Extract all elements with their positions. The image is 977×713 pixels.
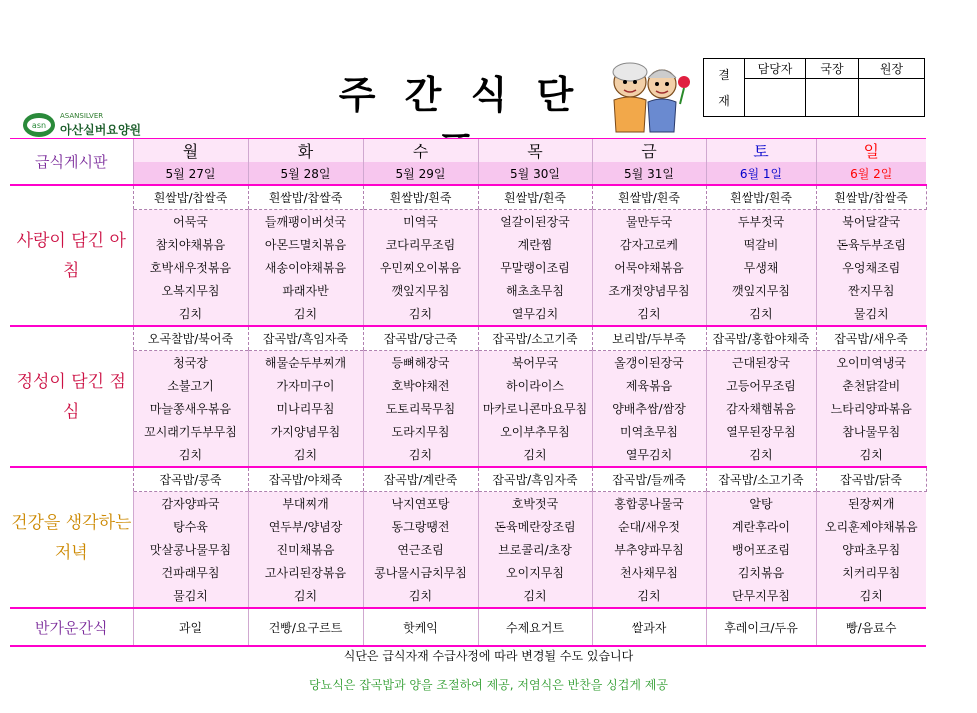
dinner-item: 홍합콩나물국: [592, 492, 706, 516]
lunch-row: [10, 351, 926, 375]
lunch-item: 잡곡밥/흑임자죽: [248, 326, 363, 351]
lunch-item: 마카로니콘마요무침: [478, 397, 592, 420]
lunch-item: 근대된장국: [706, 351, 816, 375]
dinner-item: 잡곡밥/콩죽: [133, 467, 248, 492]
breakfast-item: 새송이야채볶음: [248, 256, 363, 279]
breakfast-item: 참치야채볶음: [133, 233, 248, 256]
dinner-item: 천사채무침: [592, 561, 706, 584]
breakfast-item: 물김치: [816, 302, 926, 326]
approval-label-top: 결: [718, 67, 730, 82]
breakfast-item: 두부젓국: [706, 210, 816, 234]
breakfast-item: 감자고로케: [592, 233, 706, 256]
breakfast-item: 조개젓양념무침: [592, 279, 706, 302]
lunch-item: 호박야채전: [363, 374, 478, 397]
lunch-item: 가지양념무침: [248, 420, 363, 443]
day-header-row: [10, 139, 926, 162]
lunch-item: 오곡찰밥/북어죽: [133, 326, 248, 351]
snack-label: 반가운간식: [10, 608, 133, 646]
dinner-item: 양파초무침: [816, 538, 926, 561]
dinner-row: [10, 561, 926, 584]
lunch-item: 등뼈해장국: [363, 351, 478, 375]
approval-label-bottom: 재: [718, 93, 730, 108]
breakfast-item: 미역국: [363, 210, 478, 234]
dinner-item: 오이지무침: [478, 561, 592, 584]
lunch-item: 김치: [706, 443, 816, 467]
breakfast-item: 호박새우젓볶음: [133, 256, 248, 279]
dinner-item: 낙지연포탕: [363, 492, 478, 516]
snack-item: 후레이크/두유: [706, 608, 816, 646]
lunch-item: 김치: [133, 443, 248, 467]
breakfast-item: 우민찌오이볶음: [363, 256, 478, 279]
menu-table: [10, 139, 927, 647]
lunch-row: [10, 420, 926, 443]
dinner-item: 김치: [478, 584, 592, 608]
breakfast-item: 무생채: [706, 256, 816, 279]
dinner-item: 탕수육: [133, 515, 248, 538]
lunch-row: [10, 326, 926, 351]
breakfast-item: 김치: [133, 302, 248, 326]
dinner-item: 브로콜리/초장: [478, 538, 592, 561]
lunch-item: 잡곡밥/소고기죽: [478, 326, 592, 351]
lunch-item: 올갱이된장국: [592, 351, 706, 375]
breakfast-row: [10, 210, 926, 234]
lunch-item: 참나물무침: [816, 420, 926, 443]
dinner-row: [10, 467, 926, 492]
dinner-item: 김치: [248, 584, 363, 608]
dinner-item: 김치: [592, 584, 706, 608]
dinner-item: 연두부/양념장: [248, 515, 363, 538]
grandparents-mascot-icon: [600, 60, 695, 135]
dinner-item: 맛살콩나물무침: [133, 538, 248, 561]
svg-text:asn: asn: [31, 121, 47, 130]
dinner-item: 김치: [363, 584, 478, 608]
breakfast-item: 김치: [363, 302, 478, 326]
lunch-item: 청국장: [133, 351, 248, 375]
date-header: 5월 31일: [592, 162, 706, 185]
breakfast-item: 흰쌀밥/찹쌀죽: [816, 185, 926, 210]
breakfast-item: 아몬드멸치볶음: [248, 233, 363, 256]
lunch-item: 김치: [816, 443, 926, 467]
day-header: 일: [816, 139, 926, 162]
breakfast-item: 북어달걀국: [816, 210, 926, 234]
snack-item: 수제요거트: [478, 608, 592, 646]
approval-role-director: 국장: [806, 59, 859, 79]
lunch-item: 마늘쫑새우볶음: [133, 397, 248, 420]
approval-role-manager: 담당자: [745, 59, 806, 79]
lunch-item: 소불고기: [133, 374, 248, 397]
snack-item: 핫케익: [363, 608, 478, 646]
snack-item: 과일: [133, 608, 248, 646]
dinner-item: 오리훈제야채볶음: [816, 515, 926, 538]
lunch-item: 고등어무조림: [706, 374, 816, 397]
lunch-row: [10, 374, 926, 397]
breakfast-item: 김치: [706, 302, 816, 326]
lunch-item: 하이라이스: [478, 374, 592, 397]
dinner-item: 잡곡밥/야채죽: [248, 467, 363, 492]
dinner-item: 김치: [816, 584, 926, 608]
day-header: 목: [478, 139, 592, 162]
dinner-item: 호박젓국: [478, 492, 592, 516]
approval-role-head: 원장: [859, 59, 925, 79]
lunch-label: 정성이 담긴 점심: [10, 326, 133, 467]
breakfast-item: 우엉채조림: [816, 256, 926, 279]
breakfast-item: 흰쌀밥/흰죽: [363, 185, 478, 210]
approval-sign-head[interactable]: [859, 79, 925, 117]
dinner-item: 건파래무침: [133, 561, 248, 584]
dinner-item: 순대/새우젓: [592, 515, 706, 538]
breakfast-row: [10, 302, 926, 326]
snack-row: [10, 608, 926, 646]
breakfast-row: [10, 233, 926, 256]
lunch-item: 춘천닭갈비: [816, 374, 926, 397]
lunch-row: [10, 397, 926, 420]
breakfast-item: 떡갈비: [706, 233, 816, 256]
breakfast-item: 코다리무조림: [363, 233, 478, 256]
dinner-label: 건강을 생각하는 저녁: [10, 467, 133, 608]
dinner-item: 치커리무침: [816, 561, 926, 584]
date-header: 5월 28일: [248, 162, 363, 185]
breakfast-item: 해초초무침: [478, 279, 592, 302]
lunch-item: 열무된장무침: [706, 420, 816, 443]
day-header: 화: [248, 139, 363, 162]
lunch-item: 오이부추무침: [478, 420, 592, 443]
date-header: 5월 30일: [478, 162, 592, 185]
dinner-item: 잡곡밥/닭죽: [816, 467, 926, 492]
snack-item: 쌀과자: [592, 608, 706, 646]
dinner-item: 부추양파무침: [592, 538, 706, 561]
breakfast-row: [10, 279, 926, 302]
dinner-item: 잡곡밥/계란죽: [363, 467, 478, 492]
logo-subtitle: ASANSILVER: [60, 112, 104, 120]
dinner-item: 돈육메란장조림: [478, 515, 592, 538]
lunch-item: 꼬시래기두부무침: [133, 420, 248, 443]
breakfast-item: 어묵야채볶음: [592, 256, 706, 279]
breakfast-row: [10, 185, 926, 210]
day-header: 금: [592, 139, 706, 162]
lunch-item: 김치: [363, 443, 478, 467]
day-header: 토: [706, 139, 816, 162]
breakfast-item: 흰쌀밥/찹쌀죽: [133, 185, 248, 210]
lunch-item: 김치: [248, 443, 363, 467]
lunch-item: 보리밥/두부죽: [592, 326, 706, 351]
dinner-item: 잡곡밥/소고기죽: [706, 467, 816, 492]
breakfast-item: 파래자반: [248, 279, 363, 302]
date-header: 5월 27일: [133, 162, 248, 185]
dinner-item: 계란후라이: [706, 515, 816, 538]
day-header: 수: [363, 139, 478, 162]
lunch-item: 미역초무침: [592, 420, 706, 443]
breakfast-item: 물만두국: [592, 210, 706, 234]
snack-item: 빵/음료수: [816, 608, 926, 646]
breakfast-item: 김치: [592, 302, 706, 326]
breakfast-item: 무말랭이조림: [478, 256, 592, 279]
lunch-item: 미나리무침: [248, 397, 363, 420]
breakfast-item: 흰쌀밥/흰죽: [478, 185, 592, 210]
approval-sign-director[interactable]: [806, 79, 859, 117]
lunch-item: 해물순두부찌개: [248, 351, 363, 375]
lunch-row: [10, 443, 926, 467]
dinner-row: [10, 515, 926, 538]
breakfast-item: 열무김치: [478, 302, 592, 326]
breakfast-item: 흰쌀밥/흰죽: [706, 185, 816, 210]
dinner-item: 된장찌개: [816, 492, 926, 516]
lunch-item: 잡곡밥/홍합야채죽: [706, 326, 816, 351]
asan-logo-icon: [22, 112, 56, 138]
breakfast-item: 돈육두부조림: [816, 233, 926, 256]
lunch-item: 느타리양파볶음: [816, 397, 926, 420]
logo-name: 아산실버요양원: [60, 123, 142, 137]
approval-sign-manager[interactable]: [745, 79, 806, 117]
dinner-item: 단무지무침: [706, 584, 816, 608]
lunch-item: 가자미구이: [248, 374, 363, 397]
page-title: 주 간 식 단: [338, 73, 582, 117]
lunch-item: 잡곡밥/새우죽: [816, 326, 926, 351]
breakfast-row: [10, 256, 926, 279]
breakfast-item: 김치: [248, 302, 363, 326]
breakfast-item: 어묵국: [133, 210, 248, 234]
note-diet-policy: 당뇨식은 잡곡밥과 양을 조절하여 제공, 저염식은 반찬을 싱겁게 제공: [309, 678, 668, 692]
breakfast-item: 들깨팽이버섯국: [248, 210, 363, 234]
lunch-item: 북어무국: [478, 351, 592, 375]
lunch-item: 양배추쌈/쌈장: [592, 397, 706, 420]
dinner-item: 부대찌개: [248, 492, 363, 516]
date-header: 6월 1일: [706, 162, 816, 185]
lunch-item: 도라지무침: [363, 420, 478, 443]
dinner-row: [10, 584, 926, 608]
breakfast-item: 계란찜: [478, 233, 592, 256]
breakfast-item: 오복지무침: [133, 279, 248, 302]
lunch-item: 도토리묵무침: [363, 397, 478, 420]
approval-box: [703, 58, 925, 117]
dinner-row: [10, 492, 926, 516]
dinner-item: 뱅어포조림: [706, 538, 816, 561]
dinner-item: 콩나물시금치무침: [363, 561, 478, 584]
approval-label: [704, 59, 745, 117]
snack-item: 건빵/요구르트: [248, 608, 363, 646]
date-header-row: [10, 162, 926, 185]
lunch-item: 오이미역냉국: [816, 351, 926, 375]
dinner-item: 감자양파국: [133, 492, 248, 516]
lunch-item: 제육볶음: [592, 374, 706, 397]
lunch-item: 잡곡밥/당근죽: [363, 326, 478, 351]
board-label: 급식게시판: [10, 139, 133, 185]
dinner-item: 물김치: [133, 584, 248, 608]
breakfast-item: 얼갈이된장국: [478, 210, 592, 234]
breakfast-item: 깻잎지무침: [363, 279, 478, 302]
dinner-item: 알탕: [706, 492, 816, 516]
dinner-row: [10, 538, 926, 561]
breakfast-item: 흰쌀밥/찹쌀죽: [248, 185, 363, 210]
breakfast-item: 짠지무침: [816, 279, 926, 302]
note-supply-change: 식단은 급식자재 수급사정에 따라 변경될 수도 있습니다: [343, 649, 634, 663]
date-header: 6월 2일: [816, 162, 926, 185]
dinner-item: 고사리된장볶음: [248, 561, 363, 584]
dinner-item: 김치볶음: [706, 561, 816, 584]
dinner-item: 잡곡밥/들깨죽: [592, 467, 706, 492]
breakfast-item: 깻잎지무침: [706, 279, 816, 302]
lunch-item: 열무김치: [592, 443, 706, 467]
dinner-item: 연근조림: [363, 538, 478, 561]
dinner-item: 동그랑땡전: [363, 515, 478, 538]
day-header: 월: [133, 139, 248, 162]
breakfast-item: 흰쌀밥/흰죽: [592, 185, 706, 210]
breakfast-label: 사랑이 담긴 아침: [10, 185, 133, 326]
dinner-item: 진미채볶음: [248, 538, 363, 561]
lunch-item: 김치: [478, 443, 592, 467]
date-header: 5월 29일: [363, 162, 478, 185]
dinner-item: 잡곡밥/흑임자죽: [478, 467, 592, 492]
lunch-item: 감자채햄볶음: [706, 397, 816, 420]
